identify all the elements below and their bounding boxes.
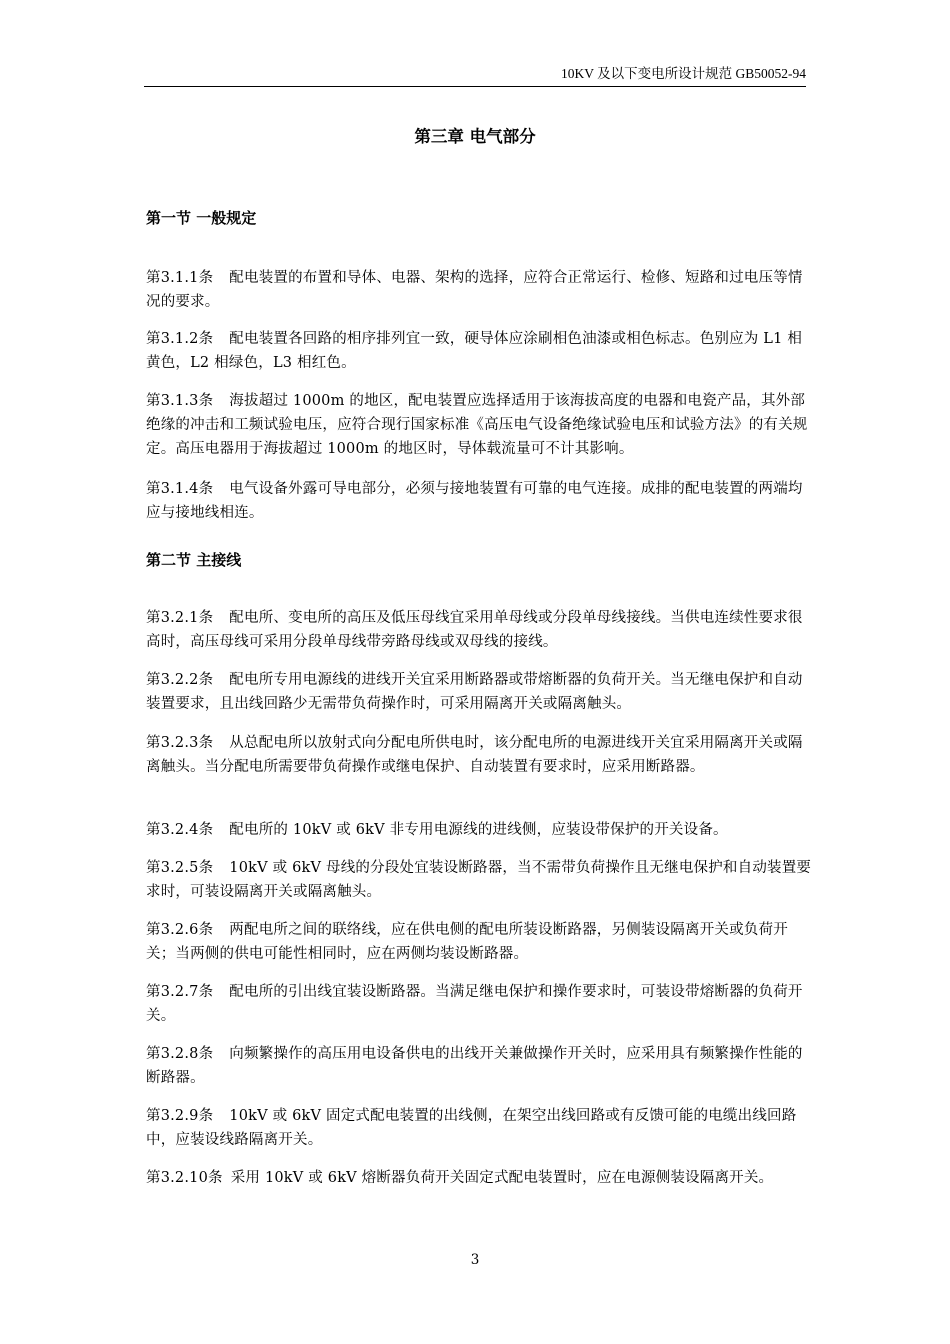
clause — [146, 731, 812, 779]
page-number: 3 — [470, 1252, 480, 1268]
clause-text: 向频繁操作的高压用电设备供电的出线开关兼做操作开关时，应采用具有频繁操作性能的断路器。 — [146, 1046, 803, 1086]
clause-number: 第3.2.4条 — [146, 822, 214, 838]
clause-text: 10kV 或 6kV 母线的分段处宜装设断路器，当不需带负荷操作且无继电保护和自动装置要求时，可装设隔离开关或隔离触头。 — [146, 860, 812, 900]
section-title-general: 第一节 一般规定 — [146, 209, 257, 227]
clause — [146, 327, 812, 375]
clause-number: 第3.2.6条 — [146, 922, 214, 938]
clause-text: 配电所的 10kV 或 6kV 非专用电源线的进线侧，应装设带保护的开关设备。 — [229, 822, 728, 838]
clause-text: 电气设备外露可导电部分，必须与接地装置有可靠的电气连接。成排的配电装置的两端均应与接地线相连。 — [146, 481, 803, 521]
clause-number: 第3.1.1条 — [146, 270, 214, 286]
clause — [146, 1166, 812, 1190]
clause — [146, 856, 812, 904]
clause-text: 从总配电所以放射式向分配电所供电时，该分配电所的电源进线开关宜采用隔离开关或隔离触头。当分配电所需要带负荷操作或继电保护、自动装置有要求时，应采用断路器。 — [146, 735, 803, 775]
clause-text: 配电所、变电所的高压及低压母线宜采用单母线或分段单母线接线。当供电连续性要求很高时，高压母线可采用分段单母线带旁路母线或双母线的接线。 — [146, 610, 803, 650]
clause-text: 采用 10kV 或 6kV 熔断器负荷开关固定式配电装置时，应在电源侧装设隔离开关。 — [230, 1170, 774, 1186]
clause-text: 配电所专用电源线的进线开关宜采用断路器或带熔断器的负荷开关。当无继电保护和自动装置要求，且出线回路少无需带负荷操作时，可采用隔离开关或隔离触头。 — [146, 672, 803, 712]
header-rule — [144, 86, 806, 87]
clause-number: 第3.2.2条 — [146, 672, 214, 688]
clause — [146, 1042, 812, 1090]
clause — [146, 266, 812, 314]
clause-number: 第3.2.9条 — [146, 1108, 214, 1124]
chapter-title: 第三章 电气部分 — [414, 127, 536, 146]
clause-text: 配电装置的布置和导体、电器、架构的选择，应符合正常运行、检修、短路和过电压等情况的要求。 — [146, 270, 803, 310]
clause-number: 第3.1.4条 — [146, 481, 214, 497]
clause-text: 配电装置各回路的相序排列宜一致，硬导体应涂刷相色油漆或相色标志。色别应为 L1 相黄色，L2 相绿色，L3 相红色。 — [146, 331, 803, 371]
clause-number: 第3.1.3条 — [146, 393, 214, 409]
running-header: 10KV 及以下变电所设计规范 GB50052-94 — [560, 66, 806, 81]
clause-text: 10kV 或 6kV 固定式配电装置的出线侧，在架空出线回路或有反馈可能的电缆出线回路中，应装设线路隔离开关。 — [146, 1108, 797, 1148]
clause-number: 第3.2.1条 — [146, 610, 214, 626]
clause-number: 第3.1.2条 — [146, 331, 214, 347]
clause — [146, 818, 812, 842]
clause — [146, 477, 812, 525]
clause — [146, 606, 812, 654]
clause — [146, 918, 812, 966]
clause — [146, 1104, 812, 1152]
clause-number: 第3.2.8条 — [146, 1046, 214, 1062]
clause-text: 两配电所之间的联络线，应在供电侧的配电所装设断路器，另侧装设隔离开关或负荷开关；当两侧的供电可能性相同时，应在两侧均装设断路器。 — [146, 922, 788, 962]
clause-text: 配电所的引出线宜装设断路器。当满足继电保护和操作要求时，可装设带熔断器的负荷开关。 — [146, 984, 803, 1024]
clause-number: 第3.2.7条 — [146, 984, 214, 1000]
clause-text: 海拔超过 1000m 的地区，配电装置应选择适用于该海拔高度的电器和电瓷产品，其外部绝缘的冲击和工频试验电压，应符合现行国家标准《高压电气设备绝缘试验电压和试验方法》的有关规定。高压电器用于海拔超过 1000m 的地区时，导体载流量可不计其影响。 — [146, 393, 808, 457]
clause-number: 第3.2.5条 — [146, 860, 214, 876]
clause-number: 第3.2.10条 — [146, 1170, 223, 1186]
clause — [146, 668, 812, 716]
clause — [146, 389, 812, 461]
clause — [146, 980, 812, 1028]
clause-number: 第3.2.3条 — [146, 735, 214, 751]
section-title-main-wiring: 第二节 主接线 — [146, 551, 242, 569]
